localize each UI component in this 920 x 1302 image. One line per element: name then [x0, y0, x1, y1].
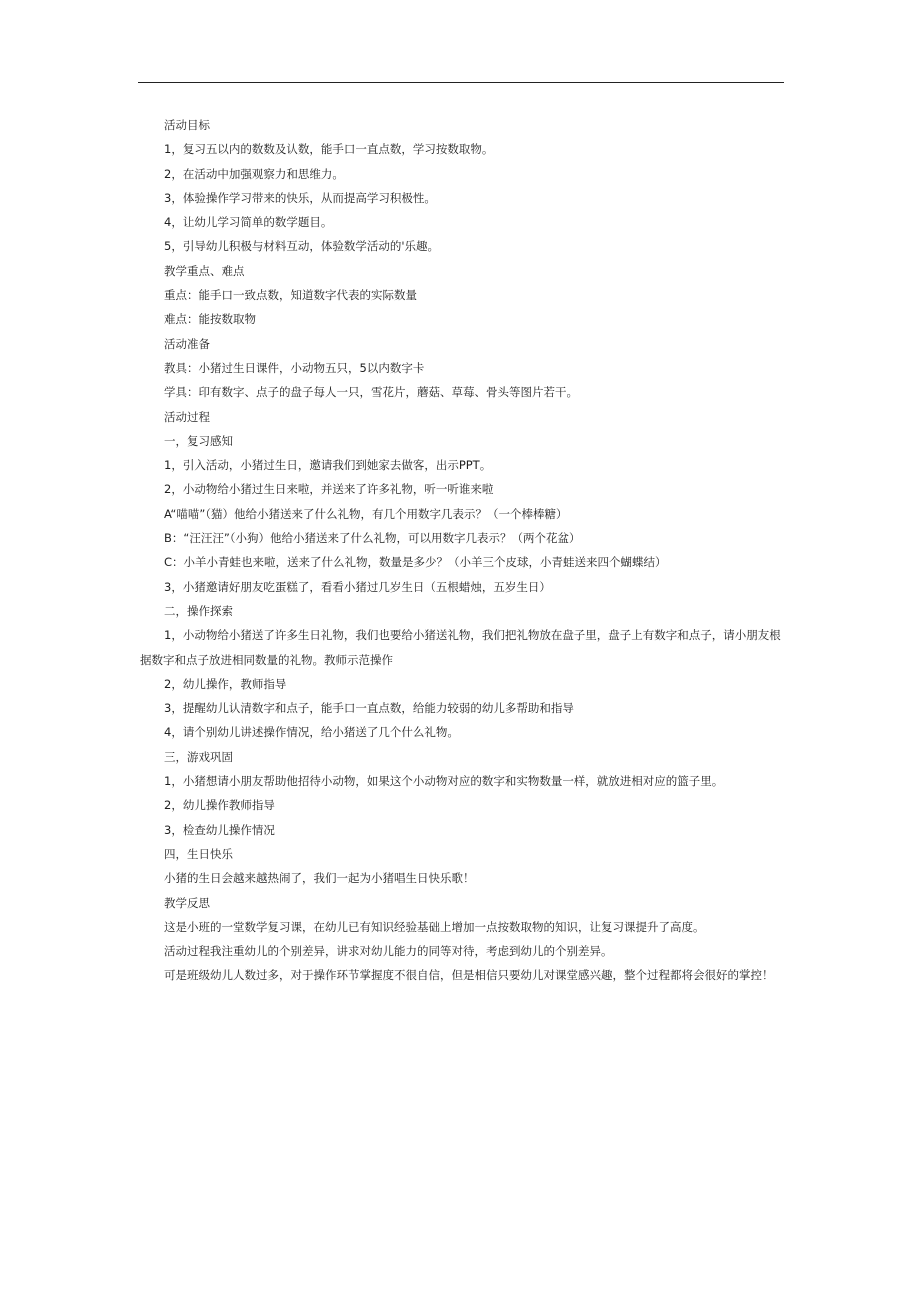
process-item: 4，请个别幼儿讲述操作情况，给小猪送了几个什么礼物。 [164, 725, 459, 740]
process-item: 2，幼儿操作，教师指导 [164, 676, 287, 691]
subsection-heading: 三，游戏巩固 [164, 749, 233, 764]
section-heading-objectives: 活动目标 [164, 118, 210, 132]
process-item: C：小羊小青蛙也来啦，送来了什么礼物，数量是多少？（小羊三个皮球，小青蛙送来四个蝴蝶结） [164, 555, 667, 570]
process-item: 2，小动物给小猪过生日来啦，并送来了许多礼物，听一听谁来啦 [164, 482, 494, 497]
document-body [140, 113, 784, 988]
process-item: 3，小猪邀请好朋友吃蛋糕了，看看小猪过几岁生日（五根蜡烛，五岁生日） [164, 579, 551, 594]
reflection-paragraph: 这是小班的一堂数学复习课，在幼儿已有知识经验基础上增加一点按数取物的知识，让复习课提升了高度。 [164, 919, 705, 934]
subsection-heading: 一，复习感知 [164, 433, 233, 448]
objective-item: 2，在活动中加强观察力和思维力。 [164, 166, 344, 181]
header-rule [138, 82, 784, 83]
objective-item: 4，让幼儿学习简单的数学题目。 [164, 215, 333, 230]
section-heading-preparation: 活动准备 [164, 336, 210, 351]
section-heading-reflection: 教学反思 [164, 895, 210, 910]
objective-item: 1，复习五以内的数数及认数，能手口一直点数，学习按数取物。 [164, 142, 494, 157]
process-item: 小猪的生日会越来越热闹了，我们一起为小猪唱生日快乐歌！ [164, 871, 475, 886]
student-materials: 学具：印有数字、点子的盘子每人一只，雪花片，蘑菇、草莓、骨头等图片若干。 [164, 385, 578, 400]
subsection-heading: 二，操作探索 [164, 603, 233, 618]
key-point: 重点：能手口一致点数，知道数字代表的实际数量 [164, 288, 417, 303]
difficult-point: 难点：能按数取物 [164, 312, 256, 327]
process-item: B：“汪汪汪”（小狗）他给小猪送来了什么礼物，可以用数字几表示？（两个花盆） [164, 531, 581, 546]
process-paragraph: 1，小动物给小猪送了许多生日礼物，我们也要给小猪送礼物，我们把礼物放在盘子里，盘子上有数字和点子，请小朋友根据数字和点子放进相同数量的礼物。教师示范操作 [140, 628, 781, 667]
process-item: 3，提醒幼儿认清数字和点子，能手口一直点数，给能力较弱的幼儿多帮助和指导 [164, 701, 574, 716]
section-heading-key-points: 教学重点、难点 [164, 263, 245, 278]
subsection-heading: 四，生日快乐 [164, 846, 233, 861]
process-item: A“喵喵”（猫）他给小猪送来了什么礼物，有几个用数字几表示？（一个棒棒糖） [164, 506, 568, 521]
section-heading-process: 活动过程 [164, 409, 210, 424]
reflection-paragraph: 活动过程我注重幼儿的个别差异，讲求对幼儿能力的同等对待，考虑到幼儿的个别差异。 [164, 944, 613, 959]
objective-item: 5，引导幼儿积极与材料互动，体验数学活动的'乐趣。 [164, 239, 439, 254]
process-item: 1，引入活动，小猪过生日，邀请我们到她家去做客，出示PPT。 [164, 458, 492, 473]
teacher-materials: 教具：小猪过生日课件，小动物五只，5以内数字卡 [164, 360, 425, 375]
objective-item: 3，体验操作学习带来的快乐，从而提高学习积极性。 [164, 190, 436, 205]
process-item: 1，小猪想请小朋友帮助他招待小动物，如果这个小动物对应的数字和实物数量一样，就放进相对应的篮子里。 [164, 774, 724, 789]
reflection-paragraph: 可是班级幼儿人数过多，对于操作环节掌握度不很自信，但是相信只要幼儿对课堂感兴趣，整个过程都将会很好的掌控！ [164, 968, 774, 983]
process-item: 3，检查幼儿操作情况 [164, 822, 275, 837]
process-item: 2，幼儿操作教师指导 [164, 798, 275, 813]
